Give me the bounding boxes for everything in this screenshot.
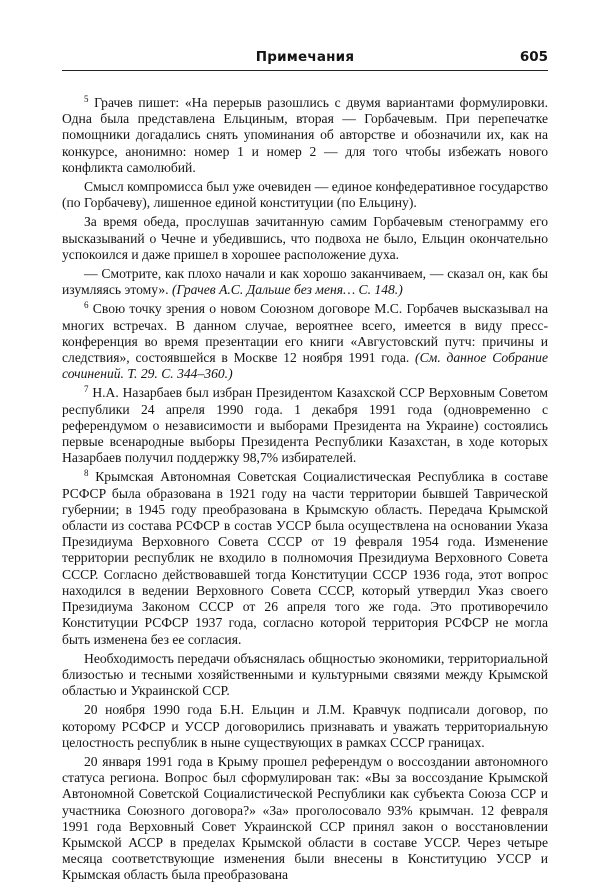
- paragraph: [62, 651, 548, 700]
- paragraph: [62, 754, 548, 884]
- page-number: 605: [519, 49, 548, 65]
- paragraph-text: Необходимость передачи объяснялась общностью экономики, территориальной близостью и тесными хозяйственными и культурными связями между Крымской областью и Украинской ССР.: [62, 650, 548, 699]
- paragraph-text: 20 января 1991 года в Крыму прошел референдум о воссоздании автономного статуса региона. Вопрос был сформулирован так: «Вы за воссоздание Крымской Автономной Советской Социалистической Республики как субъекта Союза ССР и участника Союзного договора?» «За» проголосовало 93% крымчан. 12 февраля 1991 года Верховный Совет Украинской ССР принял закон о восстановлении Крымской АССР в пределах Крымской области в составе УССР. Через четыре месяца соответствующие изменения были внесены в Конституцию УССР и Крымская область была преобразована: [62, 753, 548, 883]
- paragraph-text: Н.А. Назарбаев был избран Президентом Казахской ССР Верховным Советом республики 24 апреля 1990 года. 1 декабря 1991 года (одновременно с референдумом о независимости и выборами Президента на Украине) состоялись первые всенародные выборы Президента Республики Казахстан, в ходе которых Назарбаев получил поддержку 98,7% избирателей.: [62, 385, 548, 466]
- footnote-6: [62, 301, 548, 382]
- footnote-8: [62, 469, 548, 647]
- citation-text: (Грачев А.С. Дальше без меня… С. 148.): [171, 282, 403, 298]
- footnote-5: [62, 95, 548, 176]
- footnote-marker: 8: [84, 468, 89, 479]
- paragraph: [62, 266, 548, 298]
- footnote-marker: 5: [84, 94, 89, 104]
- paragraph-text: 20 ноября 1990 года Б.Н. Ельцин и Л.М. Кравчук подписали договор, по которому РСФСР и УССР договорились признавать и уважать территориальную целостность республик в ныне существующих в рамках СССР границах.: [62, 702, 548, 750]
- paragraph-text: — Смотрите, как плохо начали и как хорошо заканчиваем, — сказал он, как бы изумляясь этому».: [62, 266, 548, 298]
- citation-text: (См. данное Собрание сочинений. Т. 29. С. 344–360.): [62, 350, 548, 382]
- paragraph: [62, 179, 548, 211]
- footnote-marker: 6: [84, 300, 89, 311]
- paragraph: [62, 214, 548, 263]
- paragraph-text: За время обеда, прослушав зачитанную самим Горбачевым стенограмму его высказываний о Чечне и убедившись, что подвоха не было, Ельцин окончательно успокоился и даже пришел в хорошее расположение духа.: [62, 214, 548, 262]
- paragraph-text: Крымская Автономная Советская Социалистическая Республика в составе РСФСР была образована в 1921 году на части территории бывшей Таврической губернии; в 1945 году преобразована в Крымскую область. Передача Крымской области из состава РСФСР в состав УССР была осуществлена на основании Указа Президиума Верховного Совета СССР от 19 февраля 1954 года. Изменение территории республик не входило в полномочия Президиума Верховного Совета СССР. Согласно действовавшей тогда Конституции СССР 1936 года, этот вопрос находился в ведении Верховного Совета СССР, который утвердил Указ своего Президиума Законом СССР от 26 апреля того же года. Это противоречило Конституции РСФСР 1937 года, согласно которой территория РСФСР не могла быть изменена без ее согласия.: [62, 469, 548, 647]
- running-head: [62, 49, 548, 69]
- paragraph: [62, 702, 548, 751]
- footnote-marker: 7: [84, 384, 89, 395]
- footnote-7: [62, 385, 548, 466]
- paragraph-text: Свою точку зрения о новом Союзном договоре М.С. Горбачев высказывал на многих встречах. В данном случае, вероятнее всего, имеется в виду пресс-конференция во время презентации его книги «Августовский путч: причины и следствия», состоявшейся в Москве 12 ноября 1991 года.: [62, 301, 548, 366]
- header-rule: [62, 70, 548, 71]
- paragraph-text: Грачев пишет: «На перерыв разошлись с двумя вариантами формулировки. Одна была представлена Ельциным, вторая — Горбачевым. При перепечатке помощники догадались снять упоминания об авторстве и обозначили их, как на конкурсе, анонимно: номер 1 и номер 2 — для того чтобы избежать нового конфликта самолюбий.: [62, 95, 548, 175]
- paragraph-text: Смысл компромисса был уже очевиден — единое конфедеративное государство (по Горбачеву), лишенное единой конституции (по Ельцину).: [62, 179, 548, 211]
- running-title: Примечания: [255, 49, 355, 65]
- notes-body: [62, 95, 548, 887]
